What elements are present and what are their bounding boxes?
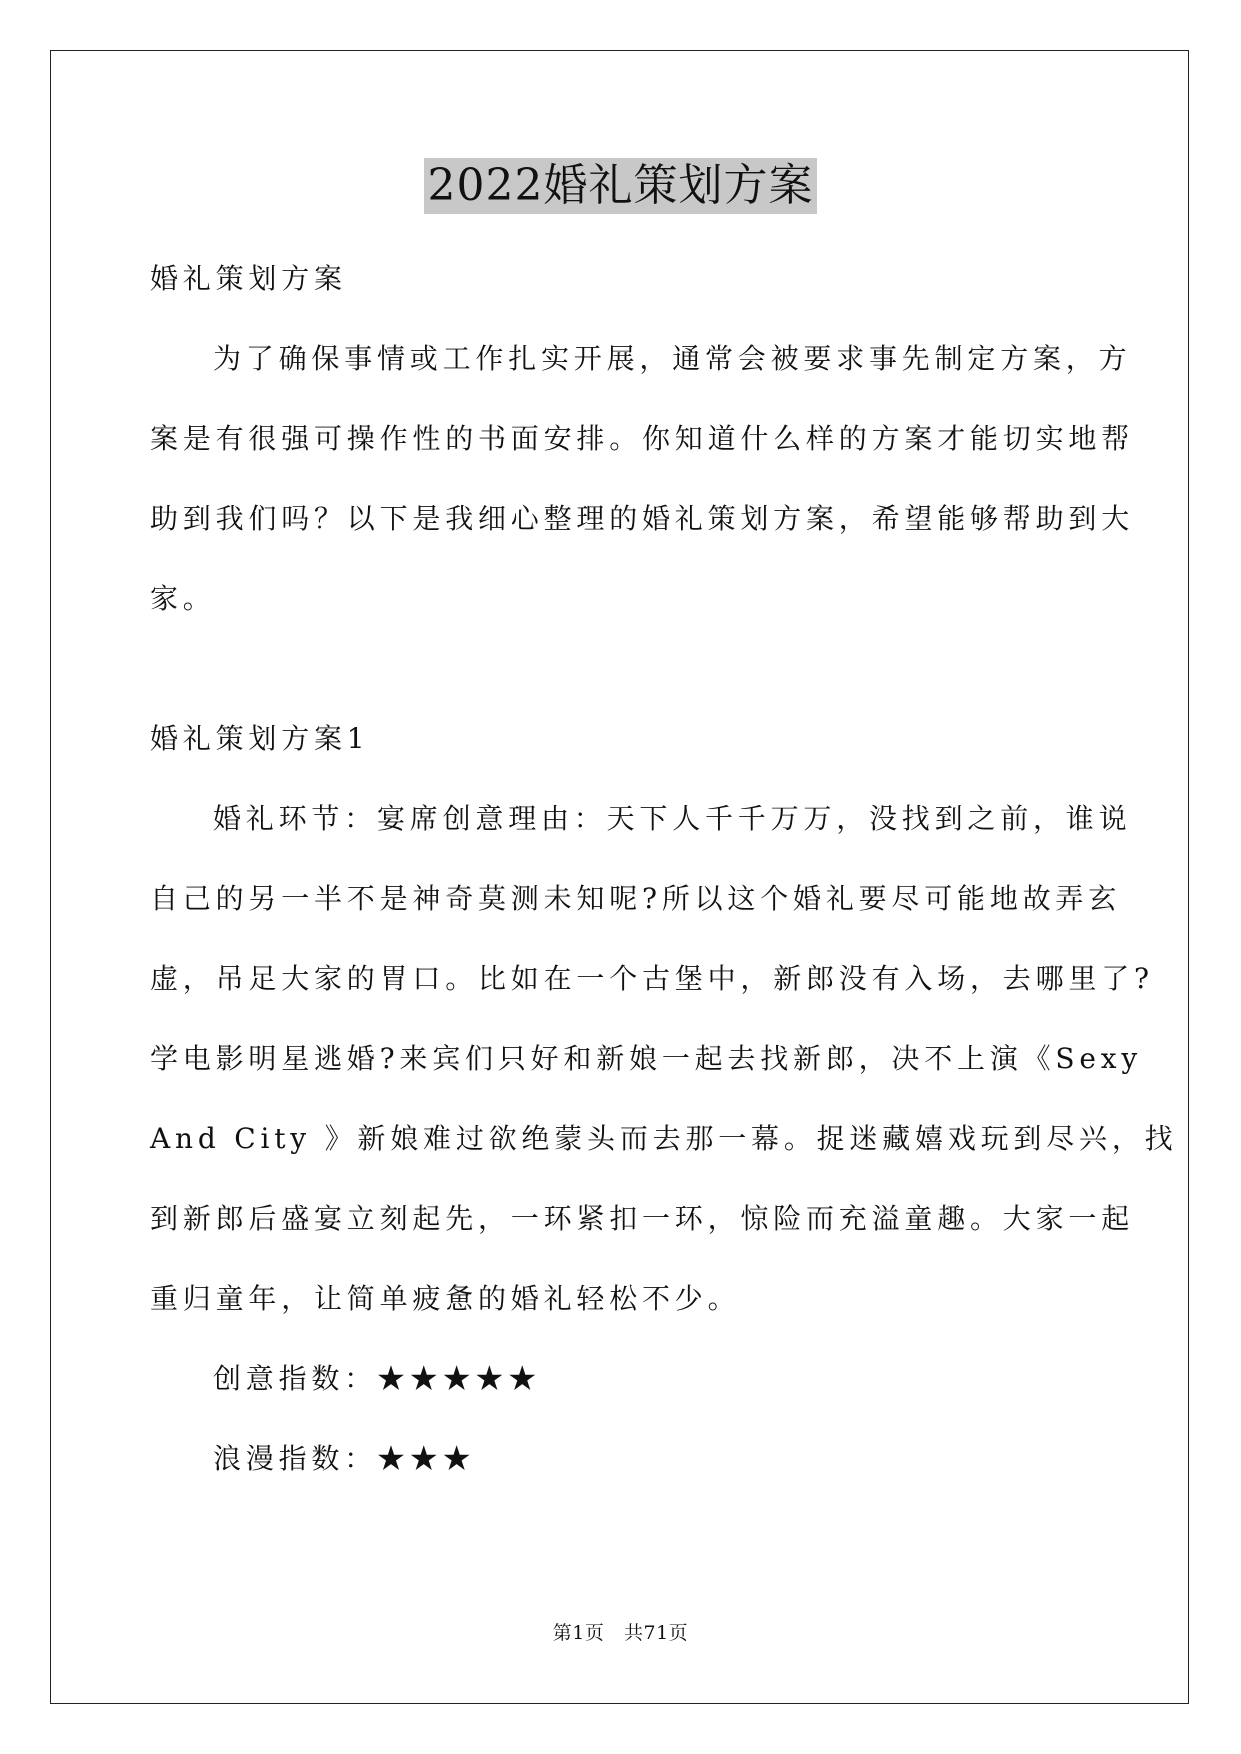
romance-rating: 浪漫指数：★★★ — [213, 1442, 476, 1475]
document-body — [150, 262, 1178, 1522]
section-line: 重归童年，让简单疲惫的婚礼轻松不少。 — [150, 1282, 741, 1315]
creativity-rating: 创意指数：★★★★★ — [213, 1362, 542, 1395]
page-footer — [0, 1618, 1241, 1645]
page-number: 第1页 共71页 — [552, 1622, 689, 1644]
section-line: 自己的另一半不是神奇莫测未知呢?所以这个婚礼要尽可能地故弄玄 — [150, 882, 1122, 915]
section-line: And City 》新娘难过欲绝蒙头而去那一幕。捉迷藏嬉戏玩到尽兴，找 — [150, 1122, 1178, 1155]
intro-line: 助到我们吗？以下是我细心整理的婚礼策划方案，希望能够帮助到大 — [150, 502, 1135, 535]
section-line: 虚，吊足大家的胃口。比如在一个古堡中，新郎没有入场，去哪里了? — [150, 962, 1154, 995]
subtitle: 婚礼策划方案 — [150, 262, 347, 295]
section-gap — [150, 662, 1090, 722]
section-line: 婚礼环节：宴席创意理由：天下人千千万万，没找到之前，谁说 — [213, 802, 1132, 835]
document-title: 2022婚礼策划方案 — [424, 158, 818, 214]
section-heading: 婚礼策划方案1 — [150, 722, 370, 755]
section-line: 学电影明星逃婚?来宾们只好和新娘一起去找新郎，决不上演《Sexy — [150, 1042, 1142, 1075]
title-container — [0, 158, 1241, 214]
section-line: 到新郎后盛宴立刻起先，一环紧扣一环，惊险而充溢童趣。大家一起 — [150, 1202, 1135, 1235]
intro-line: 为了确保事情或工作扎实开展，通常会被要求事先制定方案，方 — [213, 342, 1132, 375]
intro-line: 案是有很强可操作性的书面安排。你知道什么样的方案才能切实地帮 — [150, 422, 1135, 455]
intro-line: 家。 — [150, 582, 216, 615]
